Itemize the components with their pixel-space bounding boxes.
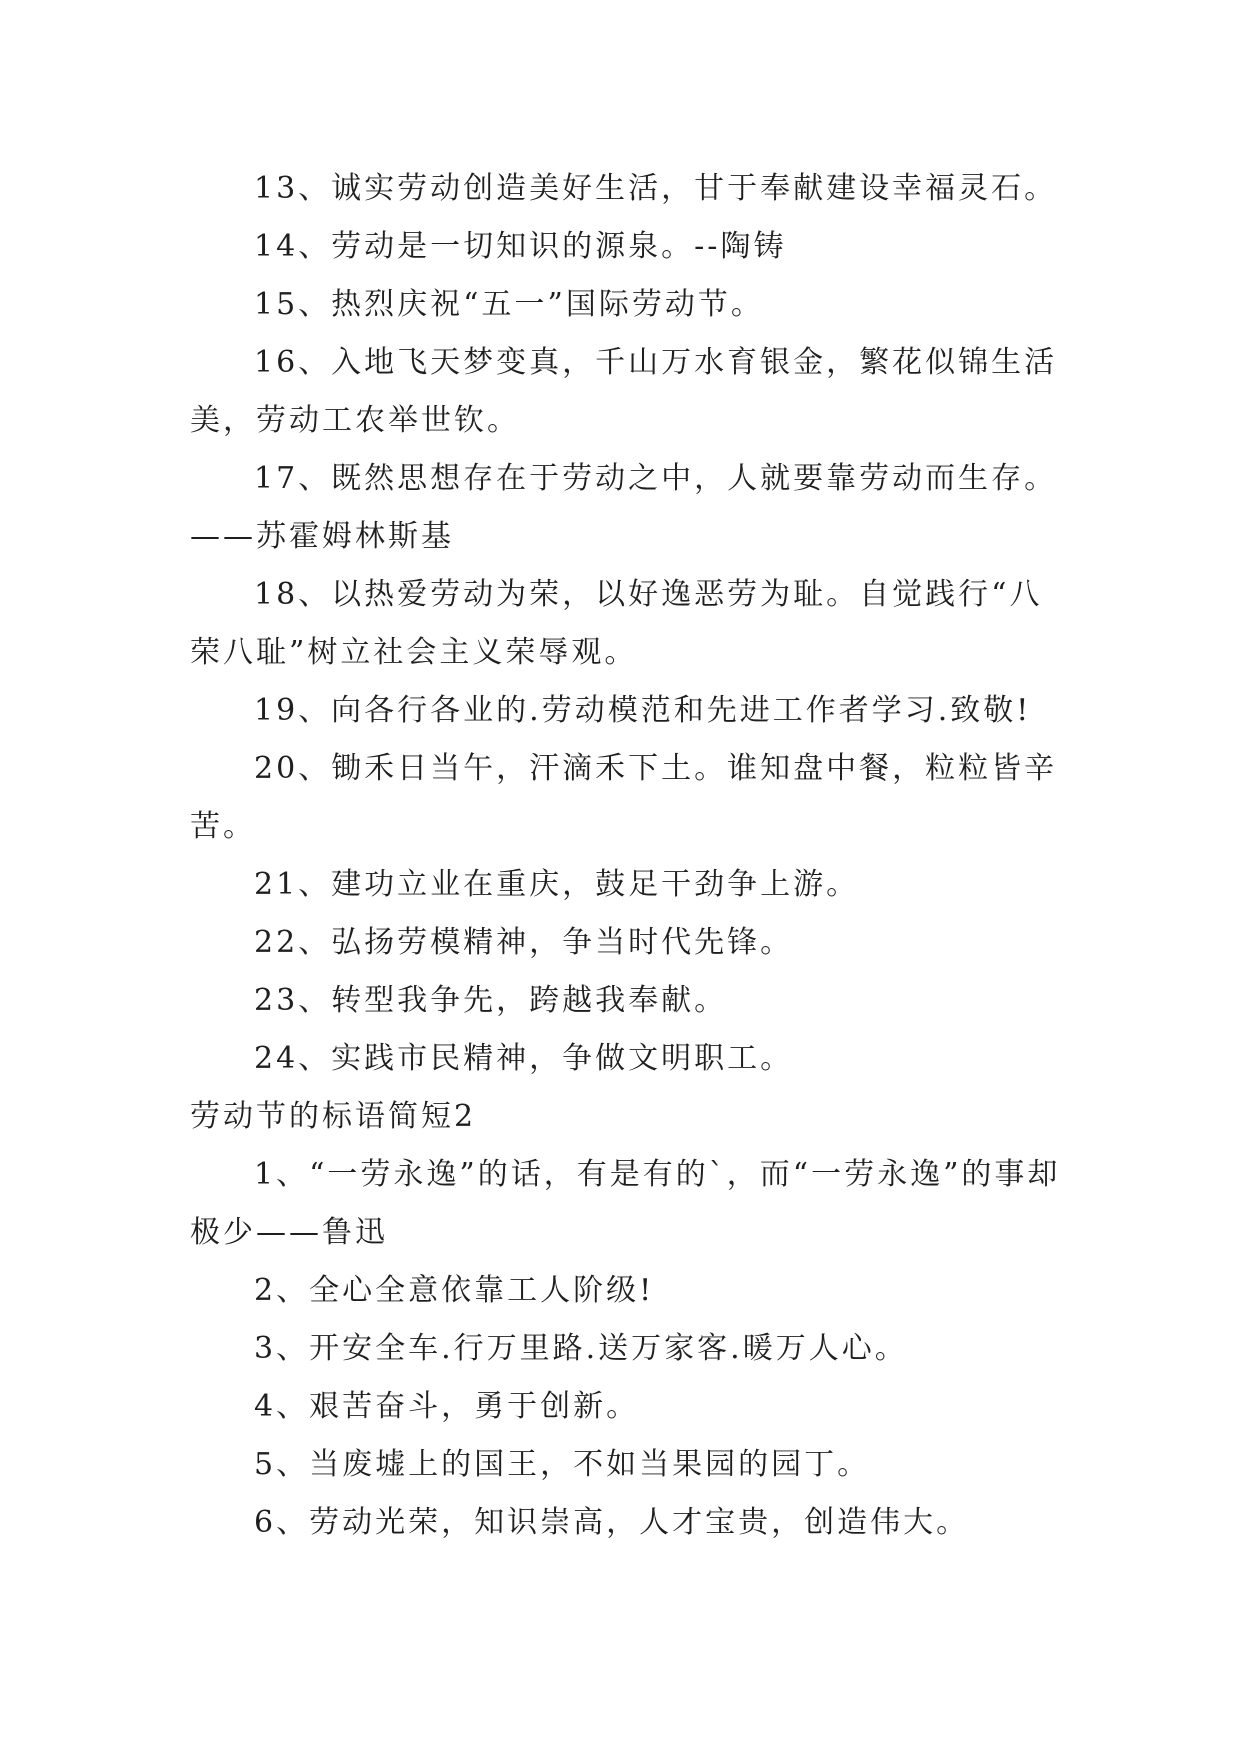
slogan-22: 22、弘扬劳模精神，争当时代先锋。 — [254, 925, 794, 960]
slogan-4: 4、艰苦奋斗，勇于创新。 — [254, 1389, 640, 1424]
document-body — [190, 160, 1070, 1552]
slogan-5: 5、当废墟上的国王，不如当果园的园丁。 — [254, 1447, 871, 1482]
slogan-23: 23、转型我争先，跨越我奉献。 — [254, 983, 728, 1018]
slogan-17: 17、既然思想存在于劳动之中，人就要靠劳动而生存。——苏霍姆林斯基 — [190, 461, 1058, 554]
slogan-3: 3、开安全车.行万里路.送万家客.暖万人心。 — [254, 1331, 908, 1366]
slogan-19: 19、向各行各业的.劳动模范和先进工作者学习.致敬! — [254, 693, 1032, 728]
slogan-6: 6、劳动光荣，知识崇高，人才宝贵，创造伟大。 — [254, 1505, 970, 1540]
slogan-2: 2、全心全意依靠工人阶级! — [254, 1273, 655, 1308]
slogan-13: 13、诚实劳动创造美好生活，甘于奉献建设幸福灵石。 — [254, 171, 1058, 206]
slogan-15: 15、热烈庆祝“五一”国际劳动节。 — [254, 287, 764, 322]
slogan-20: 20、锄禾日当午，汗滴禾下土。谁知盘中餐，粒粒皆辛苦。 — [190, 751, 1058, 844]
slogan-21: 21、建功立业在重庆，鼓足干劲争上游。 — [254, 867, 860, 902]
slogan-14: 14、劳动是一切知识的源泉。--陶铸 — [254, 229, 787, 264]
slogan-16: 16、入地飞天梦变真，千山万水育银金，繁花似锦生活美，劳动工农举世钦。 — [190, 345, 1058, 438]
slogan-1: 1、“一劳永逸”的话，有是有的`，而“一劳永逸”的事却极少——鲁迅 — [190, 1157, 1061, 1250]
section-heading: 劳动节的标语简短2 — [190, 1099, 477, 1134]
slogan-18: 18、以热爱劳动为荣，以好逸恶劳为耻。自觉践行“八荣八耻”树立社会主义荣辱观。 — [190, 577, 1043, 670]
slogan-24: 24、实践市民精神，争做文明职工。 — [254, 1041, 794, 1076]
